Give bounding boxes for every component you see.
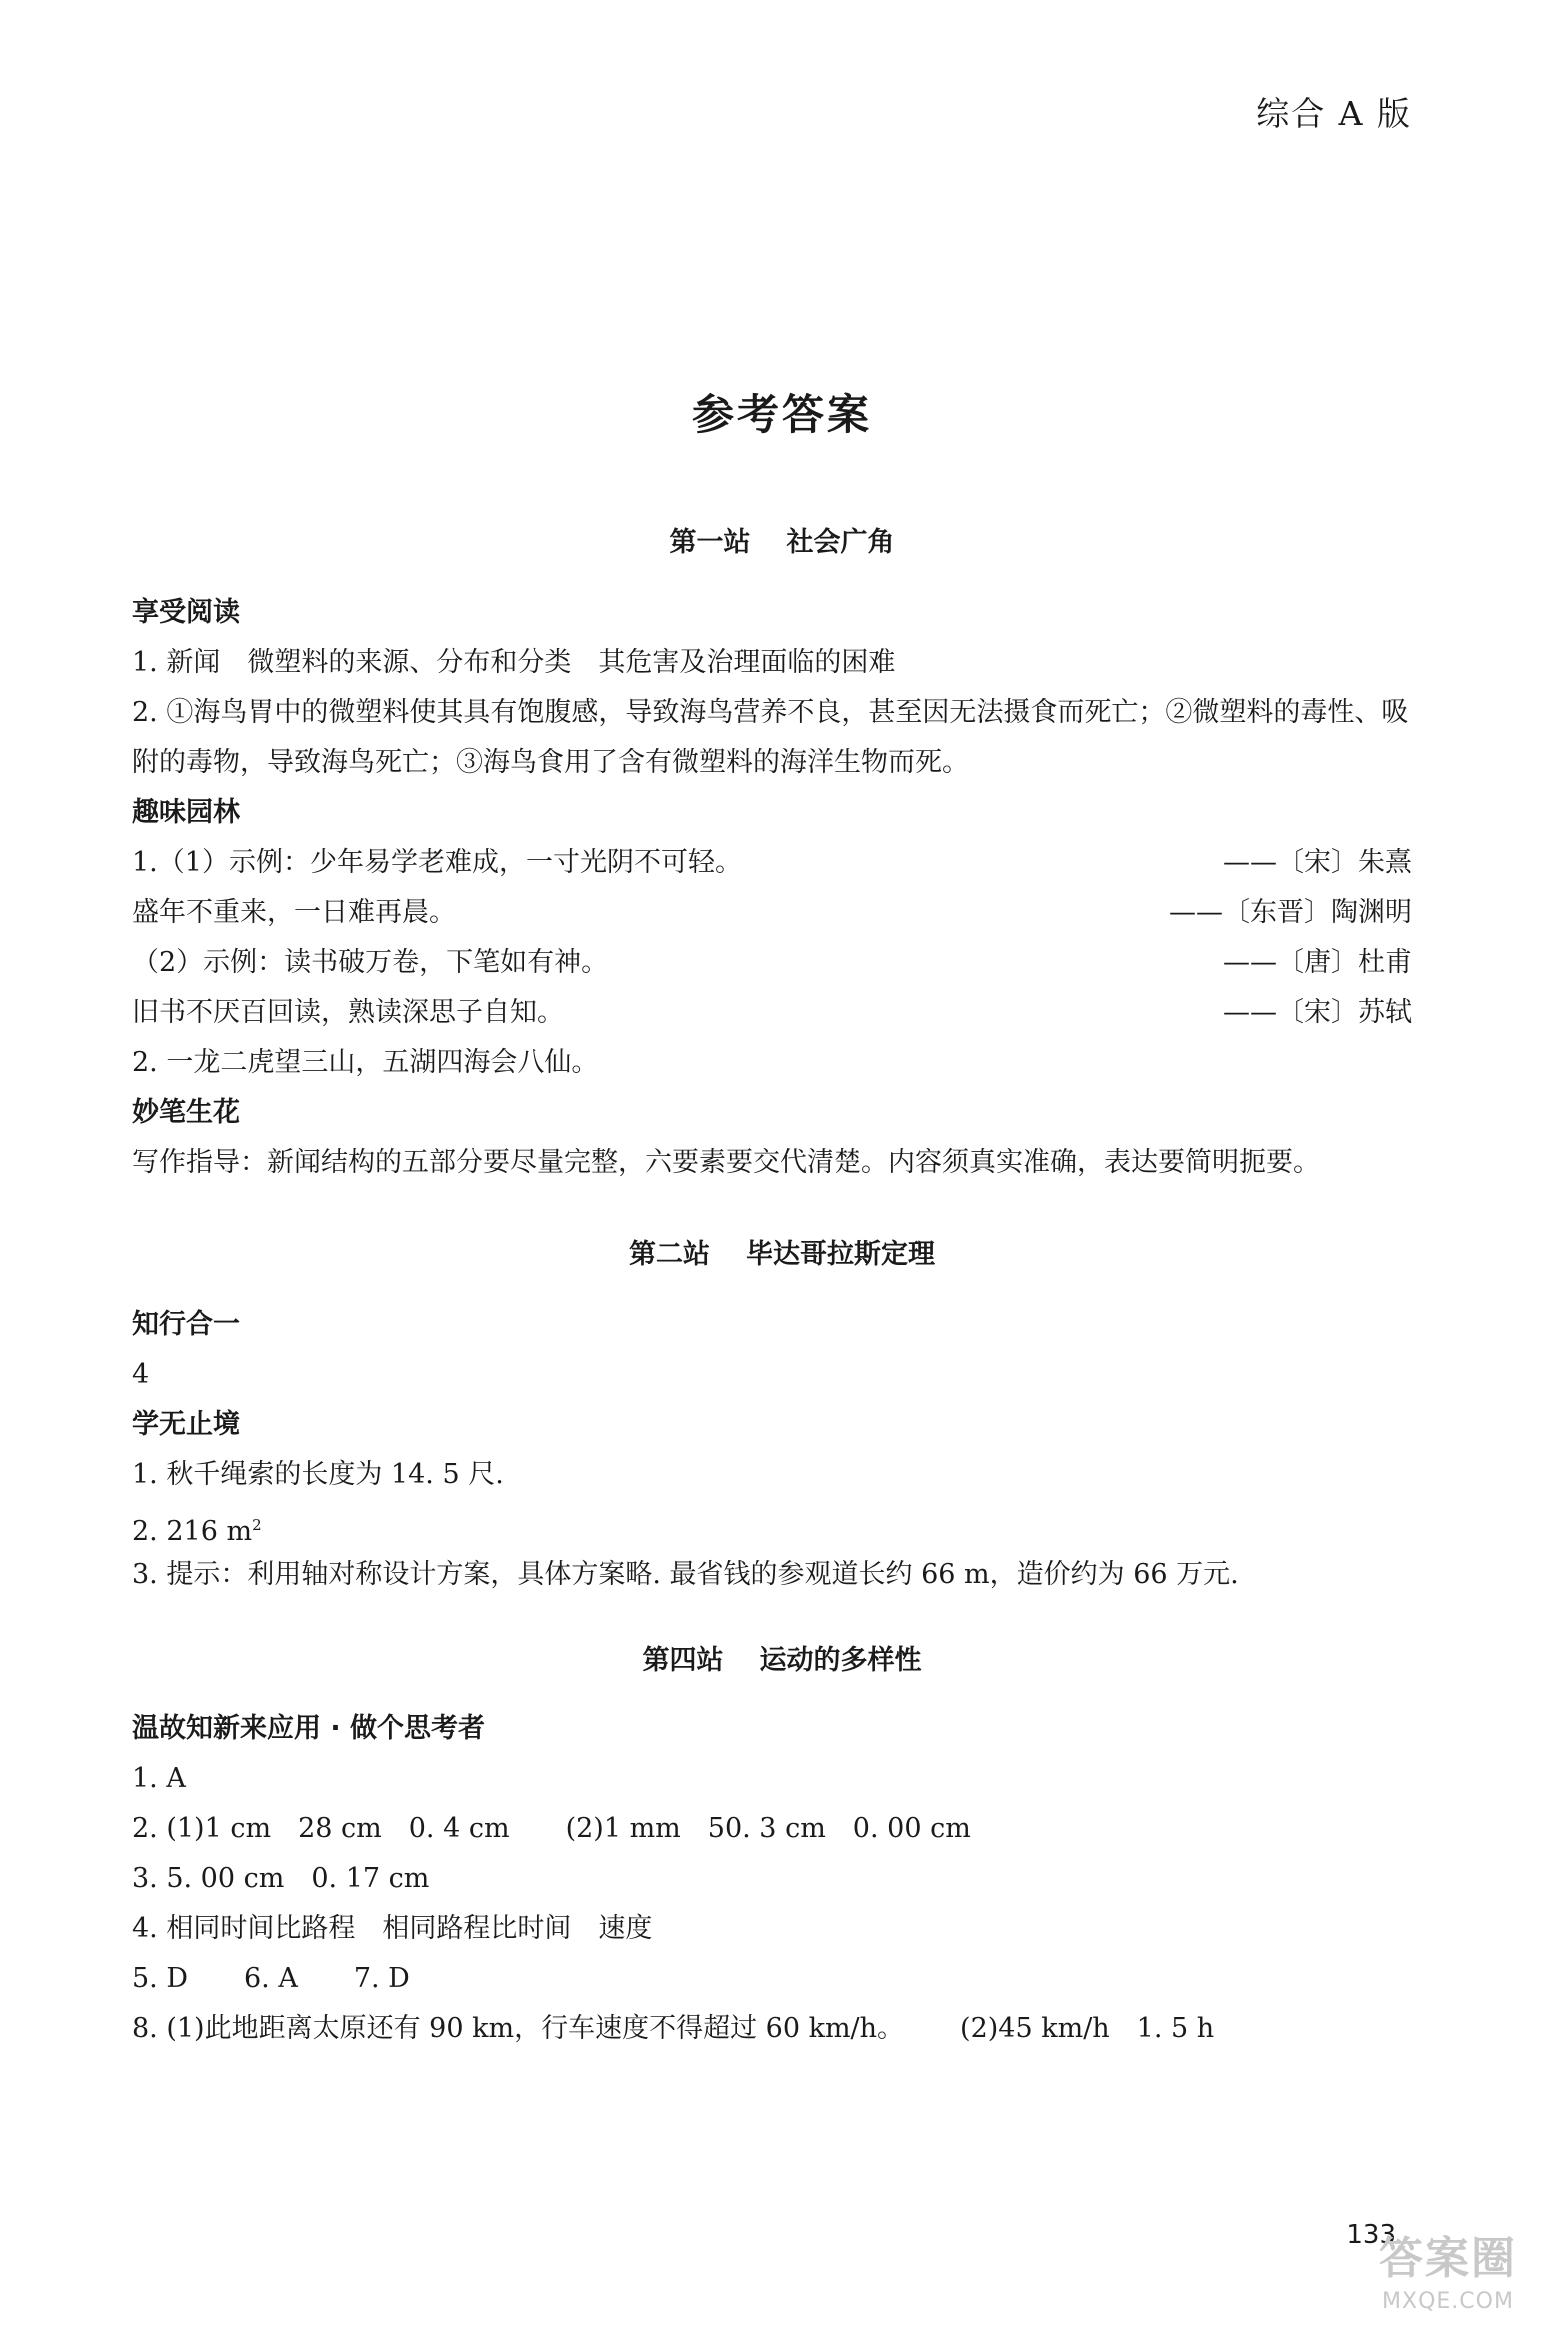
answer-line: 3. 5. 00 cm 0. 17 cm bbox=[132, 1863, 430, 1894]
answer-part: (2)1 mm 50. 3 cm 0. 00 cm bbox=[565, 1813, 971, 1844]
watermark-logo bbox=[1358, 2231, 1538, 2331]
answer-line: 2. 一龙二虎望三山，五湖四海会八仙。 bbox=[132, 1047, 599, 1078]
answer-line bbox=[132, 1954, 1412, 2004]
poem-row bbox=[132, 838, 1412, 888]
section-heading-study: 学无止境 bbox=[132, 1409, 240, 1440]
station-2-name: 毕达哥拉斯定理 bbox=[746, 1239, 935, 1270]
area-value: 2. 216 m bbox=[132, 1516, 253, 1547]
station-1-number: 第一站 bbox=[669, 527, 751, 558]
watermark-text: 答案圈 bbox=[1379, 2233, 1517, 2284]
answer-part: 2. (1)1 cm 28 cm 0. 4 cm bbox=[132, 1813, 510, 1844]
station-1-heading bbox=[0, 520, 1564, 559]
answer-part: 6. A bbox=[244, 1963, 298, 1994]
answer-line: 4 bbox=[132, 1359, 150, 1390]
station-4-content bbox=[132, 1704, 1412, 2054]
section-heading-garden: 趣味园林 bbox=[132, 797, 240, 828]
edition-label: 综合 A 版 bbox=[1256, 94, 1412, 133]
watermark-url: MXQE.COM bbox=[1382, 2289, 1514, 2314]
station-1-content bbox=[132, 588, 1412, 1188]
poem-author: ——〔唐〕杜甫 bbox=[1223, 947, 1412, 978]
answer-line: 3. 提示：利用轴对称设计方案，具体方案略. 最省钱的参观道长约 66 m，造价约为 66 万元. bbox=[132, 1559, 1239, 1590]
station-4-heading bbox=[0, 1638, 1564, 1677]
answer-part: 5. D bbox=[132, 1963, 188, 1994]
poem-text: 1.（1）示例：少年易学老难成，一寸光阴不可轻。 bbox=[132, 847, 742, 878]
poem-author: ——〔宋〕朱熹 bbox=[1223, 847, 1412, 878]
station-2-content bbox=[132, 1300, 1412, 1600]
answer-line bbox=[132, 2004, 1412, 2054]
poem-text: 旧书不厌百回读，熟读深思子自知。 bbox=[132, 997, 564, 1028]
answer-line: 1. 新闻 微塑料的来源、分布和分类 其危害及治理面临的困难 bbox=[132, 647, 896, 678]
poem-text: 盛年不重来，一日难再晨。 bbox=[132, 897, 456, 928]
answer-part: (2)45 km/h 1. 5 h bbox=[960, 2013, 1215, 2044]
station-4-name: 运动的多样性 bbox=[759, 1645, 922, 1676]
section-heading-review: 温故知新来应用 · 做个思考者 bbox=[132, 1713, 486, 1744]
area-exponent: 2 bbox=[252, 1516, 262, 1534]
station-2-heading bbox=[0, 1232, 1564, 1271]
answer-line: 4. 相同时间比路程 相同路程比时间 速度 bbox=[132, 1913, 653, 1944]
section-heading-writing: 妙笔生花 bbox=[132, 1097, 240, 1128]
answer-line: 1. A bbox=[132, 1763, 186, 1794]
page-title: 参考答案 bbox=[691, 390, 872, 439]
answer-line bbox=[132, 1804, 1412, 1854]
answer-part: 8. (1)此地距离太原还有 90 km，行车速度不得超过 60 km/h。 bbox=[132, 2013, 905, 2044]
section-heading-reading: 享受阅读 bbox=[132, 597, 240, 628]
answer-line: 2. ①海鸟胃中的微塑料使其具有饱腹感，导致海鸟营养不良，甚至因无法摄食而死亡；②微塑料的毒性、吸附的毒物，导致海鸟死亡；③海鸟食用了含有微塑料的海洋生物而死。 bbox=[132, 697, 1409, 778]
poem-author: ——〔宋〕苏轼 bbox=[1223, 997, 1412, 1028]
answer-line: 1. 秋千绳索的长度为 14. 5 尺. bbox=[132, 1459, 504, 1490]
poem-author: ——〔东晋〕陶渊明 bbox=[1169, 897, 1412, 928]
poem-row bbox=[132, 888, 1412, 938]
station-4-number: 第四站 bbox=[642, 1645, 724, 1676]
poem-row bbox=[132, 938, 1412, 988]
poem-row bbox=[132, 988, 1412, 1038]
poem-text: （2）示例：读书破万卷，下笔如有神。 bbox=[132, 947, 609, 978]
answer-part: 7. D bbox=[353, 1963, 410, 1994]
section-heading-practice: 知行合一 bbox=[132, 1309, 240, 1340]
page-number: 133 bbox=[1346, 2220, 1396, 2250]
station-2-number: 第二站 bbox=[629, 1239, 710, 1270]
station-1-name: 社会广角 bbox=[786, 527, 895, 558]
answer-line bbox=[132, 1500, 1412, 1550]
answer-line: 写作指导：新闻结构的五部分要尽量完整，六要素要交代清楚。内容须真实准确，表达要简明扼要。 bbox=[132, 1147, 1320, 1178]
